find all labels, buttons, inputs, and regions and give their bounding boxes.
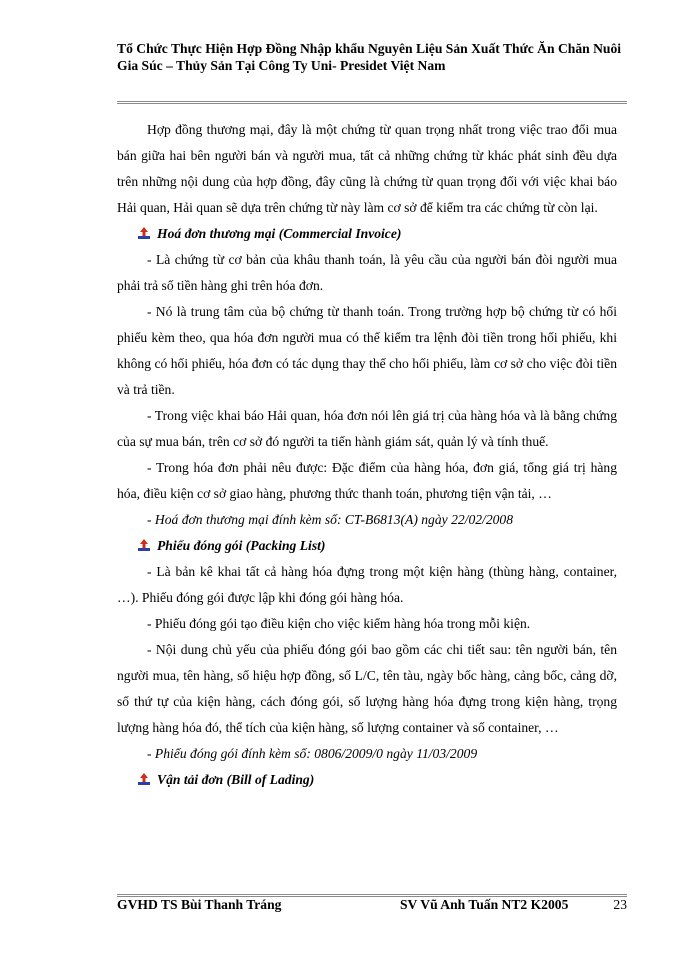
footer-student: SV Vũ Anh Tuấn NT2 K2005 <box>400 897 569 912</box>
paragraph: - Là chứng từ cơ bản của khâu thanh toán, là yêu cầu của người bán đòi người mua phải trả số tiền hàng ghi trên hóa đơn. <box>117 252 617 293</box>
page-content <box>117 117 617 793</box>
paragraph: - Nội dung chủ yếu của phiếu đóng gói bao gồm các chi tiết sau: tên người bán, tên người mua, tên hàng, số hiệu hợp đồng, số L/C, tên tàu, ngày bốc hàng, cảng bốc, cảng dỡ, số thứ tự của kiện hàng, cách đóng gói, số lượng hàng hóa đựng trong kiện hàng, trọng lượng hàng hóa đó, thể tích của kiện hàng, số lượng container và số container, … <box>117 642 617 735</box>
paragraph: - Là bản kê khai tất cả hàng hóa đựng trong một kiện hàng (thùng hàng, container, …). Phiếu đóng gói được lập khi đóng gói hàng hóa. <box>117 564 617 605</box>
document-header-title: Tổ Chức Thực Hiện Hợp Đồng Nhập khẩu Nguyên Liệu Sản Xuất Thức Ăn Chăn Nuôi Gia Súc – Thủy Sản Tại Công Ty Uni- Presidet Việt Nam <box>117 41 622 73</box>
footer-instructor: GVHD TS Bùi Thanh Tráng <box>117 897 282 912</box>
page-footer <box>117 897 627 917</box>
paragraph: - Nó là trung tâm của bộ chứng từ thanh toán. Trong trường hợp bộ chứng từ có hối phiếu kèm theo, qua hóa đơn người mua có thể kiểm tra lệnh đòi tiền trong hối phiếu, khi không có hối phiếu, hóa đơn có tác dụng thay thế cho hối phiếu, làm cơ sở cho việc đòi tiền và trả tiền. <box>117 304 617 397</box>
section-heading-bill-of-lading <box>117 767 617 793</box>
section-heading-commercial-invoice <box>117 221 617 247</box>
arrow-bullet-icon <box>137 226 151 240</box>
section-heading-text: Vận tải đơn (Bill of Lading) <box>157 772 315 787</box>
arrow-bullet-icon <box>137 538 151 552</box>
arrow-bullet-icon <box>137 772 151 786</box>
paragraph: - Trong hóa đơn phải nêu được: Đặc điểm của hàng hóa, đơn giá, tổng giá trị hàng hóa, điều kiện cơ sở giao hàng, phương thức thanh toán, phương tiện vận tải, … <box>117 460 617 501</box>
attachment-note: - Hoá đơn thương mại đính kèm số: CT-B6813(A) ngày 22/02/2008 <box>147 512 514 527</box>
paragraph: - Trong việc khai báo Hải quan, hóa đơn nói lên giá trị của hàng hóa và là bằng chứng của sự mua bán, trên cơ sở đó người ta tiến hành giám sát, quản lý và tính thuế. <box>117 408 617 449</box>
attachment-note: - Phiếu đóng gói đính kèm số: 0806/2009/0 ngày 11/03/2009 <box>147 746 478 761</box>
section-heading-packing-list <box>117 533 617 559</box>
intro-paragraph: Hợp đồng thương mại, đây là một chứng từ quan trọng nhất trong việc trao đổi mua bán giữa hai bên người bán và người mua, tất cả những chứng từ khác phát sinh đều dựa trên những nội dung của hợp đồng, đây cũng là chứng từ quan trọng đối với việc khai báo Hải quan, Hải quan sẽ dựa trên chứng từ này làm cơ sở để kiểm tra các chứng từ còn lại. <box>117 122 617 215</box>
section-heading-text: Phiếu đóng gói (Packing List) <box>157 538 326 553</box>
paragraph: - Phiếu đóng gói tạo điều kiện cho việc kiểm hàng hóa trong mỗi kiện. <box>147 616 531 631</box>
section-heading-text: Hoá đơn thương mại (Commercial Invoice) <box>157 226 402 241</box>
header-divider <box>117 101 627 104</box>
page-number: 23 <box>613 897 627 912</box>
